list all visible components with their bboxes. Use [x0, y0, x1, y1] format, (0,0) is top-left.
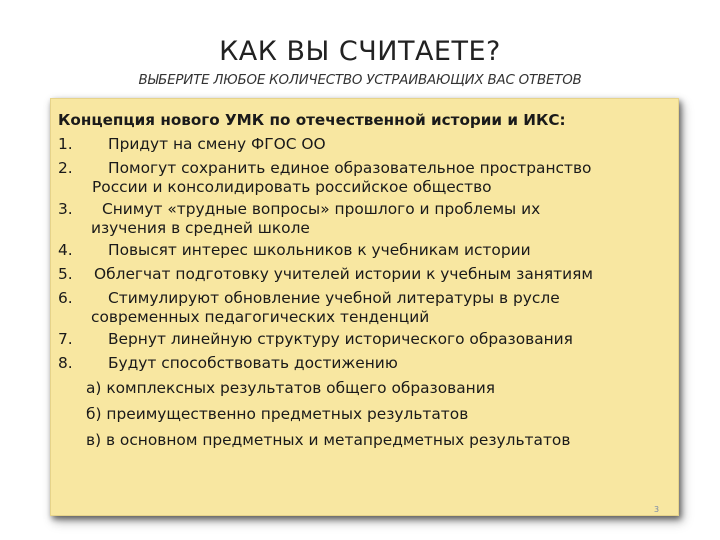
- item-text: Будут способствовать достижению: [108, 354, 398, 372]
- list-item: [58, 197, 678, 238]
- item-text: Помогут сохранить единое образовательное пространство: [108, 159, 592, 177]
- slide-subtitle: ВЫБЕРИТЕ ЛЮБОЕ КОЛИЧЕСТВО УСТРАИВАЮЩИХ ВАС ОТВЕТОВ: [138, 73, 582, 88]
- list-item: [58, 132, 678, 156]
- panel-heading: Концепция нового УМК по отечественной истории и ИКС:: [58, 111, 566, 129]
- list-item: [58, 327, 678, 351]
- page-number: 3: [654, 505, 660, 514]
- item-text-continued: современных педагогических тенденций: [91, 308, 430, 326]
- item-text: Вернут линейную структуру исторического образования: [108, 330, 573, 348]
- item-text-continued: изучения в средней школе: [91, 219, 310, 237]
- sub-item: а) комплексных результатов общего образования: [86, 379, 495, 397]
- list-item: [58, 156, 678, 197]
- item-number: 8.: [58, 354, 73, 372]
- item-number: 2.: [58, 159, 73, 177]
- slide-title: КАК ВЫ СЧИТАЕТЕ?: [219, 36, 501, 67]
- item-number: 5.: [58, 265, 73, 283]
- item-number: 4.: [58, 241, 73, 259]
- list-item: [58, 351, 678, 375]
- list-item: [58, 262, 678, 286]
- item-text-continued: России и консолидировать российское общество: [92, 178, 492, 196]
- item-number: 7.: [58, 330, 73, 348]
- item-number: 1.: [58, 135, 73, 153]
- sub-item: б) преимущественно предметных результатов: [86, 405, 469, 423]
- item-text: Снимут «трудные вопросы» прошлого и проблемы их: [102, 200, 541, 218]
- item-number: 3.: [58, 200, 73, 218]
- item-text: Придут на смену ФГОС ОО: [108, 135, 326, 153]
- list-item: [58, 286, 678, 327]
- list-item: [58, 238, 678, 262]
- item-number: 6.: [58, 289, 73, 307]
- content-text: [58, 108, 678, 453]
- item-text: Облегчат подготовку учителей истории к учебным занятиям: [94, 265, 593, 283]
- item-text: Стимулируют обновление учебной литературы в русле: [108, 289, 560, 307]
- item-text: Повысят интерес школьников к учебникам истории: [108, 241, 531, 259]
- sub-item: в) в основном предметных и метапредметных результатов: [86, 431, 571, 449]
